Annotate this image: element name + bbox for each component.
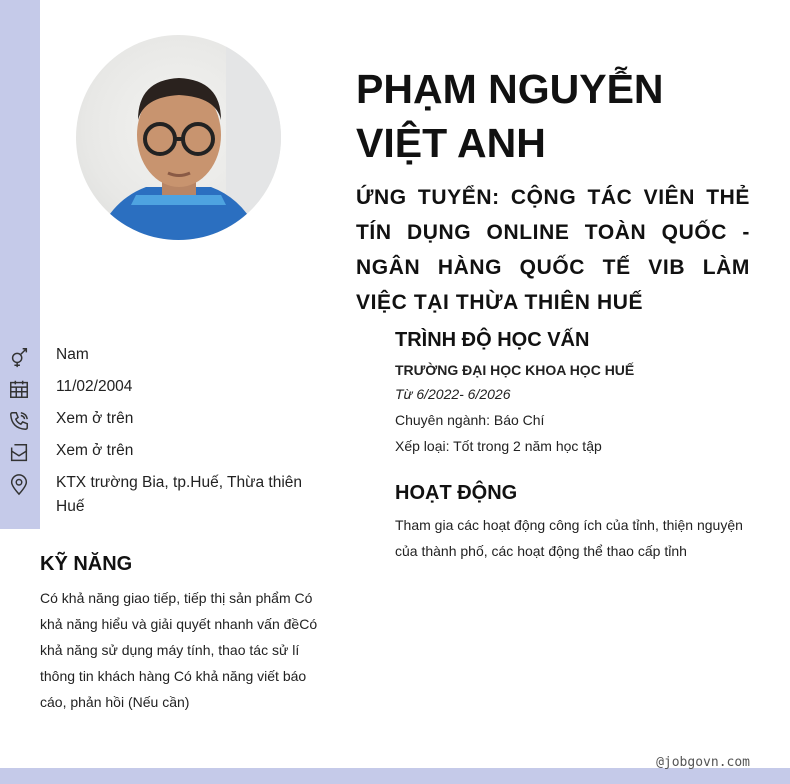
skills-title: KỸ NĂNG (40, 553, 133, 575)
education-period: Từ 6/2022- 6/2026 (395, 386, 511, 402)
contact-birthday-text: 11/02/2004 (56, 378, 133, 395)
applying-position: ỨNG TUYỂN: CỘNG TÁC VIÊN THẺ TÍN DỤNG ONLINE TOÀN QUỐC - NGÂN HÀNG QUỐC TẾ VIB LÀM VIỆC TẠI THỪA THIÊN HUẾ (356, 186, 750, 314)
calendar-icon (8, 378, 30, 400)
watermark: @jobgovn.com (656, 755, 750, 770)
contact-address (8, 471, 308, 519)
avatar (76, 35, 281, 240)
education-title: TRÌNH ĐỘ HỌC VẤN (395, 329, 590, 351)
activities-text: Tham gia các hoạt động công ích của tỉnh, thiện nguyện của thành phố, các hoạt động thể thao cấp tỉnh (395, 517, 743, 559)
education-section (395, 327, 755, 459)
education-rank: Xếp loại: Tốt trong 2 năm học tập (395, 438, 602, 454)
education-school: TRƯỜNG ĐẠI HỌC KHOA HỌC HUẾ (395, 362, 635, 378)
skills-text: Có khả năng giao tiếp, tiếp thị sản phẩm Có khả năng hiểu và giải quyết nhanh vấn đềCó khả năng sử dụng máy tính, thao tác sử lí thông tin khách hàng Có khả năng viết báo cáo, phản hồi (Nếu cần) (40, 590, 318, 710)
contact-phone-text: Xem ở trên (56, 410, 134, 427)
contact-email-text: Xem ở trên (56, 442, 134, 459)
phone-icon (8, 410, 30, 432)
location-icon (8, 474, 30, 496)
candidate-name: PHẠM NGUYỄN VIỆT ANH (356, 66, 664, 166)
skills-section (40, 551, 320, 715)
footer-accent (0, 768, 790, 784)
contact-gender (8, 343, 308, 375)
contact-list (8, 343, 308, 519)
education-major: Chuyên ngành: Báo Chí (395, 412, 545, 428)
contact-phone (8, 407, 308, 439)
email-icon (8, 442, 30, 464)
contact-email (8, 439, 308, 471)
contact-address-text: KTX trường Bia, tp.Huế, Thừa thiên Huế (56, 474, 303, 515)
contact-birthday (8, 375, 308, 407)
gender-icon (8, 346, 30, 368)
contact-gender-text: Nam (56, 346, 89, 363)
activities-title: HOẠT ĐỘNG (395, 482, 518, 504)
activities-section (395, 480, 750, 564)
